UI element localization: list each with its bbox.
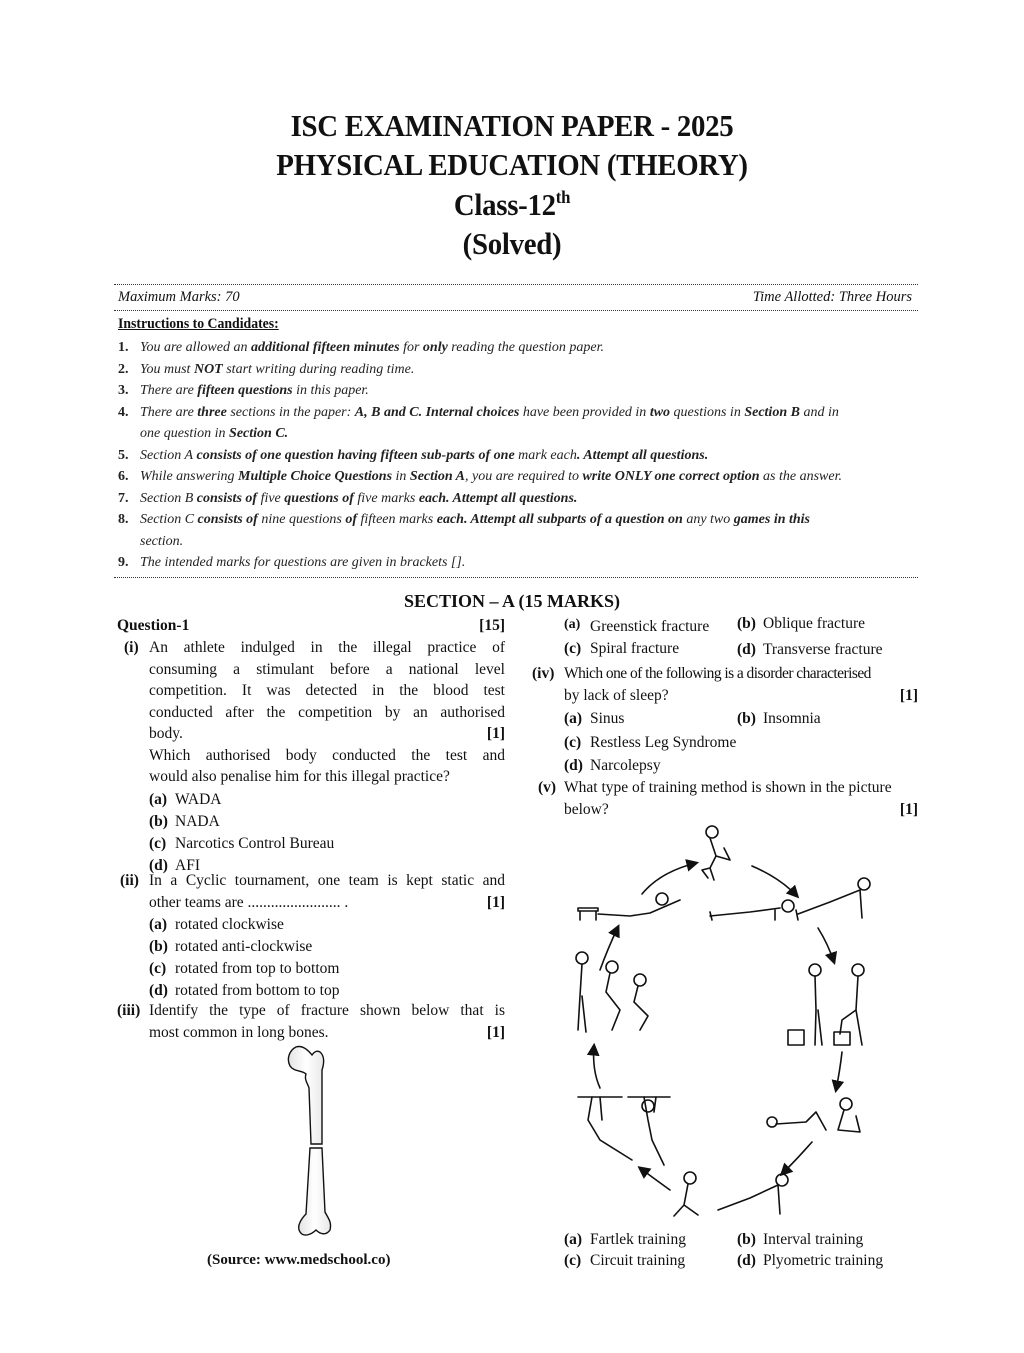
option-letter: (b) [737,1231,756,1248]
instruction-item [118,552,913,574]
option-letter: (a) [564,710,583,727]
option-text: Greenstick fracture [590,618,710,635]
instruction-text: section. [140,533,184,549]
question-line: Which authorised body conducted the test and [149,746,505,764]
question-number: (v) [538,779,557,796]
option-text: NADA [175,812,220,830]
class-suffix: th [555,187,571,207]
option-c [149,833,334,855]
bone-upper [288,1047,323,1144]
instruction-text: for [399,340,423,355]
instruction-text: There are [140,383,198,398]
figure-squat [576,952,648,1032]
question-line: body. [149,725,183,742]
section-a-title: SECTION – A (15 MARKS) [403,591,621,611]
instruction-text: in this paper. [292,383,369,398]
option-c [564,640,679,658]
option-c [149,958,339,980]
circuit-training-figure [560,820,900,1230]
option-text: WADA [175,790,222,808]
instruction-number: 6. [118,469,129,484]
option-letter: (b) [149,812,168,830]
emphasis-text: two [649,404,671,420]
option-text: Insomnia [763,710,821,727]
emphasis-text: write ONLY one correct option [582,469,760,484]
option-text: Interval training [763,1231,864,1248]
paper-title: ISC EXAMINATION PAPER - 2025 [290,108,734,143]
emphasis-text: questions of [280,490,358,506]
emphasis-text: Section C. [229,426,289,441]
instruction-text: You are allowed an [140,340,251,355]
option-text: Circuit training [590,1252,686,1269]
emphasis-text: additional fifteen minutes [250,340,400,355]
question-line: An athlete indulged in the illegal practice of [149,639,505,656]
instruction-text: questions in [670,404,745,420]
question-line: other teams are ........................ . [149,893,349,911]
option-text: rotated from bottom to top [175,982,340,999]
instruction-text: While answering [140,469,238,484]
emphasis-text: of [341,512,361,527]
option-letter: (c) [149,960,167,977]
option-letter: (c) [564,640,582,657]
option-d [149,980,339,1002]
option-letter: (a) [149,790,168,808]
option-letter: (c) [564,1252,582,1269]
option-a [564,708,624,730]
solved-label: (Solved) [462,226,562,261]
option-a [564,617,709,636]
instruction-text: The intended marks for questions are given in brackets []. [140,555,466,570]
option-letter: (d) [737,641,756,658]
option-b [737,615,865,633]
option-d [564,755,661,777]
question-line: most common in long bones. [149,1023,329,1041]
emphasis-text: consists of one question having fifteen sub-parts of one [193,447,519,463]
question-line: competition. It was detected in the blood test [149,682,505,699]
emphasis-text: NOT [193,361,223,377]
question-marks: [1] [899,686,918,704]
figure-burpee [674,1172,788,1216]
instruction-text: , you are required to [465,469,583,484]
option-text: rotated anti-clockwise [175,938,313,955]
option-a [149,789,222,811]
paper-class [36,187,988,223]
instruction-text: Section B [140,490,194,506]
question-marks: [15] [479,617,505,634]
emphasis-text: each. Attempt all questions. [415,490,578,506]
question-line: by lack of sleep? [564,686,669,704]
option-letter: (d) [564,757,583,774]
option-text: rotated clockwise [175,916,284,933]
option-c [564,732,736,754]
emphasis-text: each. Attempt all subparts of a question on [433,512,687,527]
question-label: Question-1 [117,617,190,634]
emphasis-text: consists of [194,512,262,527]
option-text: Transverse fracture [763,641,883,658]
instruction-continuation [118,531,913,553]
figure-squat-jump [702,826,730,880]
instruction-text: fifteen marks [360,512,434,527]
option-letter: (a) [149,916,168,933]
option-b [149,811,220,833]
arrow-icon [752,866,797,896]
option-text: AFI [175,856,200,874]
option-letter: (d) [149,982,168,999]
option-d [737,1252,883,1270]
arrow-icon [594,1046,600,1088]
arrow-icon [782,1142,812,1174]
instruction-number: 3. [118,383,129,398]
instruction-text: mark each [518,447,577,463]
option-a [564,1231,686,1249]
question-marks: [1] [486,725,505,742]
instruction-number: 2. [118,361,129,377]
emphasis-text: three [197,404,227,420]
option-c [564,1252,685,1270]
question-line: In a Cyclic tournament, one team is kept static and [149,872,505,889]
option-letter: (d) [737,1252,756,1269]
option-text: Sinus [590,710,625,727]
instruction-number: 9. [118,555,129,570]
option-letter: (a) [564,1231,583,1248]
instruction-text: sections in the paper: [226,404,355,420]
option-letter: (b) [737,710,756,727]
figure-back-extension [578,893,680,920]
arrow-icon [818,928,834,962]
figure-source: (Source: www.medschool.co) [207,1252,391,1268]
option-b [737,708,821,730]
question-number: (ii) [120,872,139,889]
question-marks: [1] [899,800,918,818]
instruction-item [118,488,913,510]
instruction-text: You must [140,361,194,377]
instruction-continuation [118,423,913,445]
option-letter: (a) [564,617,581,632]
instruction-number: 4. [118,404,129,420]
instruction-text: as the answer. [759,469,842,484]
bone-lower [299,1148,331,1235]
instruction-item [118,380,913,402]
instructions-list [118,337,913,574]
figure-sit-up [767,1098,860,1132]
arrow-icon [836,1052,842,1090]
instruction-text: Section C [140,512,195,527]
paper-subject: PHYSICAL EDUCATION (THEORY) [276,147,748,182]
emphasis-text: fifteen questions [197,383,293,398]
question-marks: [1] [486,893,505,911]
question-number: (iii) [117,1002,141,1019]
option-b [737,1231,863,1249]
instruction-item [118,337,913,359]
question-marks: [1] [486,1023,505,1041]
option-text: Narcolepsy [590,757,661,774]
instruction-text: have been provided in [519,404,650,420]
emphasis-text: consists of [193,490,261,506]
option-letter: (d) [149,856,168,874]
instruction-number: 5. [118,447,129,463]
instruction-item [118,509,913,552]
class-label: Class-12 [453,187,556,222]
instruction-item [118,402,913,445]
instruction-text: Section A [140,447,194,463]
instruction-text: one question in [140,426,230,441]
instruction-number: 1. [118,340,129,355]
instruction-text: reading the question paper. [447,340,604,355]
instruction-text: and in [799,404,839,420]
femur-fracture-figure [282,1040,352,1240]
instruction-text: start writing during reading time. [222,361,415,377]
figure-push-up [710,878,870,920]
emphasis-text: Multiple Choice Questions [238,469,393,484]
time-allotted: Time Allotted: Three Hours [752,289,912,305]
option-b [149,936,312,958]
instructions-heading: Instructions to Candidates: [118,316,279,332]
emphasis-text: only [422,340,448,355]
max-marks: Maximum Marks: 70 [118,289,240,305]
option-text: Restless Leg Syndrome [590,734,737,751]
option-letter: (b) [737,615,756,632]
instruction-number: 7. [118,490,129,506]
question-line: consuming a stimulant before a national level [149,660,505,678]
option-text: Narcotics Control Bureau [175,834,335,852]
question-1-header [117,615,505,637]
question-number: (iv) [532,665,555,682]
arrow-icon [640,1168,670,1190]
divider [114,310,918,311]
emphasis-text: A, B and C. Internal choices [354,404,520,420]
question-line: conducted after the competition by an authorised [149,703,505,721]
option-d [737,641,883,659]
instruction-number: 8. [118,512,129,527]
option-letter: (c) [564,734,582,751]
option-text: Plyometric training [763,1252,884,1269]
instruction-item [118,359,913,381]
instruction-text: There are [140,404,198,420]
instruction-text: five [260,490,281,506]
emphasis-text: Section A [409,469,466,484]
option-text: rotated from top to bottom [175,960,340,977]
arrow-icon [600,927,618,970]
arrow-icon [642,863,696,894]
question-number: (i) [124,639,139,656]
emphasis-text: Section B [744,404,800,420]
instruction-text: nine questions [261,512,342,527]
option-letter: (b) [149,938,168,955]
option-text: Spiral fracture [590,640,680,657]
figure-step-up [788,964,864,1045]
instruction-item [118,445,913,467]
option-letter: (c) [149,834,167,852]
instruction-text: any two [686,512,731,527]
question-line: would also penalise him for this illegal practice? [149,768,450,785]
instruction-text: in [392,469,410,484]
figure-pull-up [578,1097,670,1165]
instruction-item [118,466,913,488]
question-line: Identify the type of fracture shown below that is [149,1002,505,1019]
question-line: below? [564,800,609,818]
question-line: What type of training method is shown in the picture [564,779,892,796]
instruction-text: five marks [357,490,416,506]
option-text: Oblique fracture [763,615,865,632]
question-line: Which one of the following is a disorder characterised [564,665,871,682]
option-a [149,914,284,936]
divider [114,577,918,578]
divider [114,284,918,285]
emphasis-text: games in this [730,512,811,527]
option-text: Fartlek training [590,1231,686,1248]
emphasis-text: . Attempt all questions. [576,447,709,463]
